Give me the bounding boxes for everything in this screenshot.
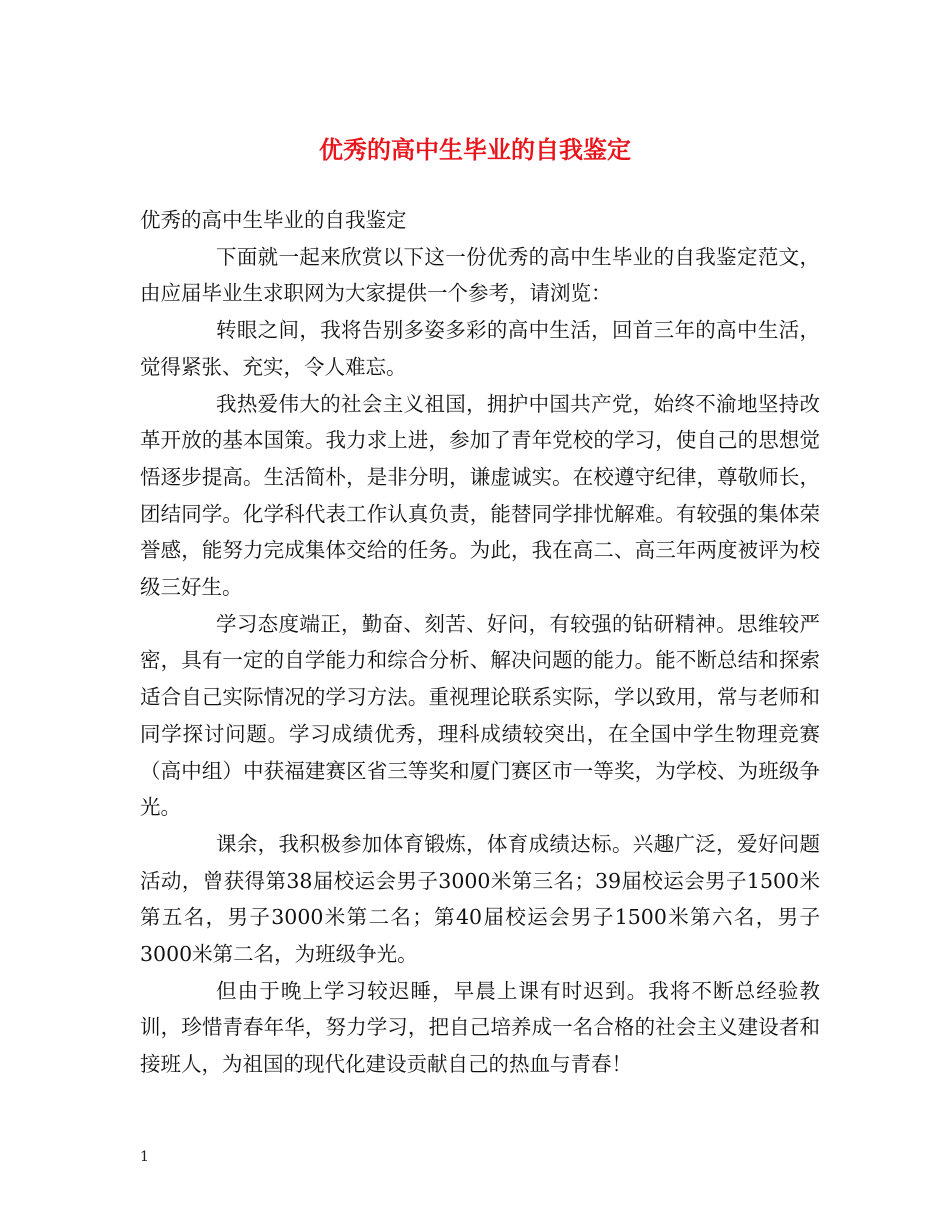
document-title: 优秀的高中生毕业的自我鉴定 [319,135,631,164]
paragraph-character: 我热爱伟大的社会主义祖国，拥护中国共产党，始终不渝地坚持改革开放的基本国策。我力求上进，参加了青年党校的学习，使自己的思想觉悟逐步提高。生活简朴，是非分明，谦虚诚实。在校遵守纪律，尊敬师长，团结同学。化学科代表工作认真负责，能替同学排忧解难。有较强的集体荣誉感，能努力完成集体交给的任务。为此，我在高二、高三年两度被评为校级三好生。 [140,391,820,600]
paragraph-intro: 下面就一起来欣赏以下这一份优秀的高中生毕业的自我鉴定范文，由应届毕业生求职网为大家提供一个参考，请浏览： [140,244,820,306]
paragraph-conclusion: 但由于晚上学习较迟睡，早晨上课有时迟到。我将不断总经验教训，珍惜青春年华，努力学习，把自己培养成一名合格的社会主义建设者和接班人，为祖国的现代化建设贡献自己的热血与青春！ [140,978,820,1077]
document-body [140,202,820,1083]
paragraph-opening: 转眼之间，我将告别多姿多彩的高中生活，回首三年的高中生活，觉得紧张、充实，令人难忘。 [140,318,820,379]
document-subtitle: 优秀的高中生毕业的自我鉴定 [140,208,407,232]
page-number: 1 [140,1149,149,1165]
paragraph-sports: 课余，我积极参加体育锻炼，体育成绩达标。兴趣广泛，爱好问题活动，曾获得第38届校运会男子3000米第三名；39届校运会男子1500米第五名，男子3000米第二名；第40届校运会男子1500米第六名，男子3000米第二名，为班级争光。 [140,831,820,967]
paragraph-study: 学习态度端正，勤奋、刻苦、好问，有较强的钻研精神。思维较严密，具有一定的自学能力和综合分析、解决问题的能力。能不断总结和探索适合自己实际情况的学习方法。重视理论联系实际，学以致用，常与老师和同学探讨问题。学习成绩优秀，理科成绩较突出，在全国中学生物理竞赛（高中组）中获福建赛区省三等奖和厦门赛区市一等奖，为学校、为班级争光。 [140,611,820,820]
